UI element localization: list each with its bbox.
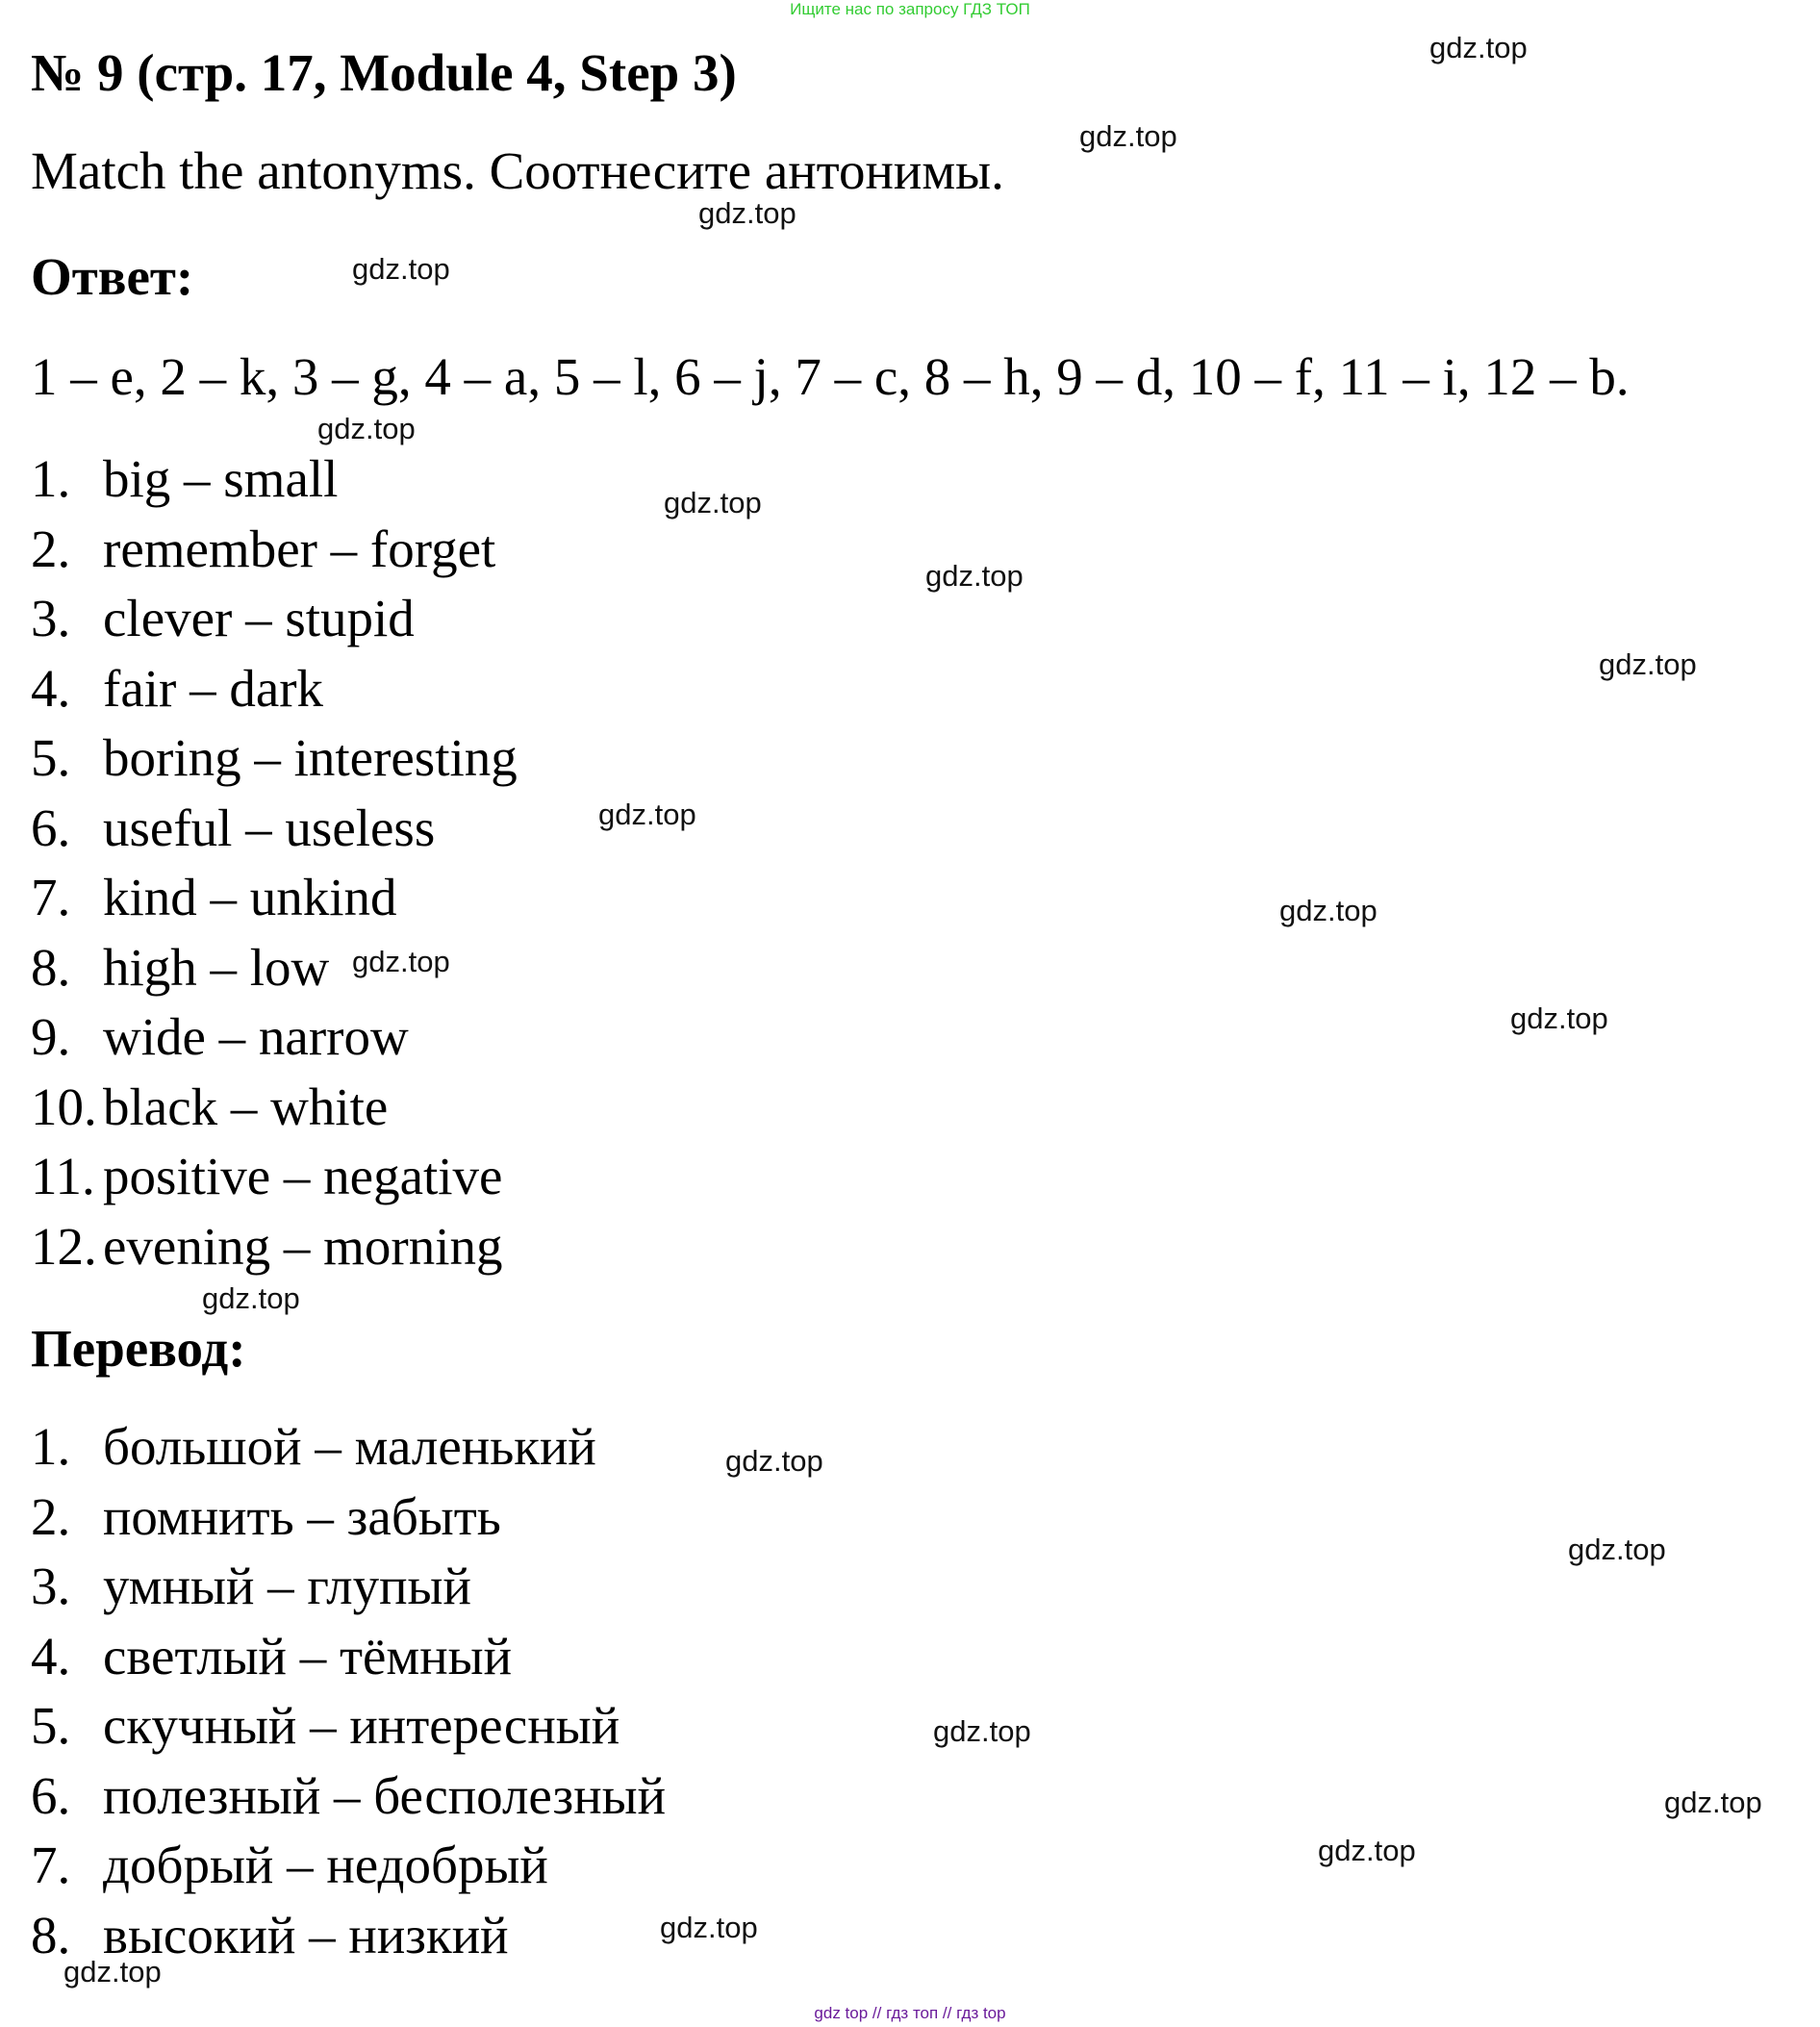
item-number: 2. bbox=[31, 519, 71, 578]
item-number: 9. bbox=[31, 1007, 71, 1066]
list-item bbox=[31, 1002, 518, 1073]
answer-key: 1 – e, 2 – k, 3 – g, 4 – a, 5 – l, 6 – j, 7 – c, 8 – h, 9 – d, 10 – f, 11 – i, 12 – b. bbox=[31, 347, 1630, 406]
list-item bbox=[31, 515, 518, 585]
translation-heading: Перевод: bbox=[31, 1319, 246, 1378]
item-text: positive – negative bbox=[103, 1147, 503, 1205]
watermark: gdz.top bbox=[598, 798, 696, 831]
item-number: 3. bbox=[31, 589, 71, 647]
item-text: полезный – бесполезный bbox=[103, 1765, 667, 1825]
item-number: 12. bbox=[31, 1216, 97, 1276]
watermark: gdz.top bbox=[63, 1955, 162, 1989]
item-number: 8. bbox=[31, 937, 71, 997]
item-number: 2. bbox=[31, 1486, 71, 1546]
item-text: скучный – интересный bbox=[103, 1696, 620, 1755]
list-item bbox=[31, 1073, 518, 1143]
list-item bbox=[31, 794, 518, 864]
item-text: evening – morning bbox=[103, 1216, 503, 1276]
list-item bbox=[31, 1142, 518, 1212]
item-number: 6. bbox=[31, 1765, 71, 1825]
item-text: big – small bbox=[103, 449, 339, 508]
item-text: clever – stupid bbox=[103, 589, 415, 647]
item-text: добрый – недобрый bbox=[103, 1836, 548, 1894]
item-text: fair – dark bbox=[103, 658, 324, 718]
watermark: gdz.top bbox=[1664, 1786, 1762, 1819]
watermark: gdz.top bbox=[202, 1281, 300, 1315]
list-item bbox=[31, 1622, 666, 1692]
list-item bbox=[31, 1761, 666, 1832]
watermark: gdz.top bbox=[1318, 1834, 1416, 1867]
watermark: gdz.top bbox=[1599, 647, 1697, 681]
item-number: 1. bbox=[31, 449, 71, 508]
list-item bbox=[31, 584, 518, 654]
watermark: gdz.top bbox=[1279, 894, 1378, 927]
item-number: 3. bbox=[31, 1557, 71, 1615]
item-text: wide – narrow bbox=[103, 1007, 409, 1066]
item-number: 7. bbox=[31, 1836, 71, 1894]
item-text: светлый – тёмный bbox=[103, 1626, 513, 1685]
item-number: 6. bbox=[31, 798, 71, 857]
list-item bbox=[31, 723, 518, 794]
watermark: gdz.top bbox=[352, 252, 450, 286]
item-number: 4. bbox=[31, 1626, 71, 1685]
item-number: 4. bbox=[31, 658, 71, 718]
item-text: помнить – забыть bbox=[103, 1486, 501, 1546]
watermark: gdz.top bbox=[664, 486, 762, 519]
list-item bbox=[31, 1831, 666, 1901]
list-item bbox=[31, 1412, 666, 1482]
watermark: gdz.top bbox=[933, 1714, 1031, 1748]
item-number: 1. bbox=[31, 1417, 71, 1476]
item-number: 11. bbox=[31, 1147, 95, 1205]
item-text: remember – forget bbox=[103, 519, 496, 578]
item-text: black – white bbox=[103, 1077, 389, 1136]
item-text: useful – useless bbox=[103, 798, 436, 857]
item-number: 8. bbox=[31, 1905, 71, 1964]
item-number: 5. bbox=[31, 1696, 71, 1755]
item-text: kind – unkind bbox=[103, 868, 397, 926]
top-banner: Ищите нас по запросу ГДЗ ТОП bbox=[790, 0, 1030, 18]
watermark: gdz.top bbox=[1510, 1001, 1608, 1035]
list-item bbox=[31, 1691, 666, 1761]
list-item bbox=[31, 863, 518, 933]
watermark: gdz.top bbox=[925, 559, 1024, 593]
item-number: 7. bbox=[31, 868, 71, 926]
item-text: умный – глупый bbox=[103, 1557, 471, 1615]
item-number: 5. bbox=[31, 728, 71, 787]
item-text: high – low bbox=[103, 937, 330, 997]
antonym-list bbox=[31, 444, 518, 1281]
list-item bbox=[31, 1482, 666, 1553]
watermark: gdz.top bbox=[698, 196, 796, 230]
watermark: gdz.top bbox=[352, 945, 450, 978]
watermark: gdz.top bbox=[1568, 1533, 1666, 1566]
list-item bbox=[31, 1212, 518, 1282]
item-text: boring – interesting bbox=[103, 728, 518, 787]
bottom-banner: gdz top // гдз топ // гдз top bbox=[814, 2004, 1006, 2022]
answer-heading: Ответ: bbox=[31, 247, 194, 306]
watermark: gdz.top bbox=[317, 412, 416, 445]
list-item bbox=[31, 444, 518, 515]
translation-list bbox=[31, 1412, 666, 1970]
item-number: 10. bbox=[31, 1077, 97, 1136]
watermark: gdz.top bbox=[1429, 31, 1528, 64]
watermark: gdz.top bbox=[1079, 119, 1177, 153]
watermark: gdz.top bbox=[660, 1911, 758, 1944]
task-instruction: Match the antonyms. Соотнесите антонимы. bbox=[31, 141, 1004, 200]
item-text: высокий – низкий bbox=[103, 1905, 509, 1964]
item-text: большой – маленький bbox=[103, 1417, 596, 1476]
page-title: № 9 (стр. 17, Module 4, Step 3) bbox=[31, 43, 737, 102]
list-item bbox=[31, 654, 518, 724]
watermark: gdz.top bbox=[725, 1444, 823, 1478]
list-item bbox=[31, 1552, 666, 1622]
